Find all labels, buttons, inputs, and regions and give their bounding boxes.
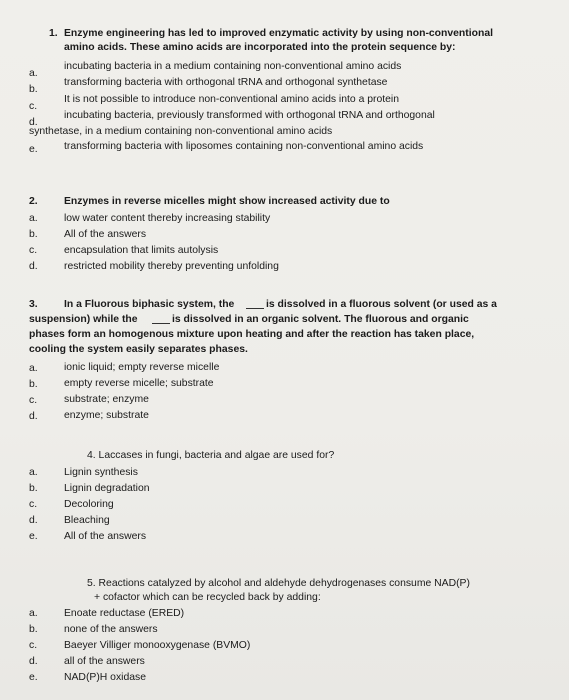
q3-option-a-label: a.: [29, 363, 38, 374]
q4-option-e-text: All of the answers: [64, 531, 147, 542]
q1-option-a-label: a.: [29, 68, 38, 79]
q5-option-a-label: a.: [29, 608, 38, 619]
q2-option-b-text: All of the answers: [64, 229, 147, 240]
q4-option-b-text: Lignin degradation: [64, 483, 150, 494]
q4-option-e-label: e.: [29, 531, 38, 542]
q5-stem-line-1: 5. Reactions catalyzed by alcohol and aldehyde dehydrogenases consume NAD(P): [87, 578, 470, 589]
q4-option-a-label: a.: [29, 467, 38, 478]
q2-option-a-label: a.: [29, 213, 38, 224]
q1-stem-line-2: amino acids. These amino acids are incorporated into the protein sequence by:: [64, 42, 456, 53]
q2-option-d-label: d.: [29, 261, 38, 272]
q1-option-b-label: b.: [29, 84, 38, 95]
q5-option-b-text: none of the answers: [64, 624, 158, 635]
q4-option-b-label: b.: [29, 483, 38, 494]
q3-option-b-text: empty reverse micelle; substrate: [64, 378, 214, 389]
q1-option-c-text: It is not possible to introduce non-conventional amino acids into a protein: [64, 94, 400, 105]
q2-stem: Enzymes in reverse micelles might show increased activity due to: [64, 196, 390, 207]
q3-stem-part-2b: is dissolved in an organic solvent. The fluorous and organic: [172, 314, 469, 325]
q5-option-d-text: all of the answers: [64, 656, 145, 667]
q3-stem-part-1a: In a Fluorous biphasic system, the: [64, 299, 235, 310]
q5-option-c-label: c.: [29, 640, 38, 651]
q3-option-d-text: enzyme; substrate: [64, 410, 149, 421]
q5-option-b-label: b.: [29, 624, 38, 635]
q1-option-d-continuation: synthetase, in a medium containing non-conventional amino acids: [29, 126, 333, 137]
q5-option-a-text: Enoate reductase (ERED): [64, 608, 185, 619]
q4-option-d-label: d.: [29, 515, 38, 526]
q2-option-c-text: encapsulation that limits autolysis: [64, 245, 219, 256]
q3-first-blank: [246, 308, 264, 309]
q3-stem-line-3: phases form an homogenous mixture upon heating and after the reaction has taken place,: [29, 329, 475, 340]
q1-number: 1.: [49, 28, 58, 39]
q2-option-d-text: restricted mobility thereby preventing unfolding: [64, 261, 279, 272]
q1-option-e-label: e.: [29, 144, 38, 155]
q3-option-c-label: c.: [29, 395, 38, 406]
q3-option-d-label: d.: [29, 411, 38, 422]
q5-option-d-label: d.: [29, 656, 38, 667]
q1-option-d-text: incubating bacteria, previously transformed with orthogonal tRNA and orthogonal: [64, 110, 435, 121]
q5-option-e-label: e.: [29, 672, 38, 683]
q4-option-d-text: Bleaching: [64, 515, 110, 526]
q3-option-c-text: substrate; enzyme: [64, 394, 149, 405]
q5-option-c-text: Baeyer Villiger monooxygenase (BVMO): [64, 640, 251, 651]
q4-stem: 4. Laccases in fungi, bacteria and algae are used for?: [87, 450, 335, 461]
q5-stem-line-2: + cofactor which can be recycled back by adding:: [94, 592, 321, 603]
q3-stem-part-2a: suspension) while the: [29, 314, 138, 325]
q2-number: 2.: [29, 196, 38, 207]
q1-option-d-label: d.: [29, 117, 38, 128]
q1-stem-line-1: Enzyme engineering has led to improved enzymatic activity by using non-conventional: [64, 28, 493, 39]
q4-option-c-label: c.: [29, 499, 38, 510]
q3-option-b-label: b.: [29, 379, 38, 390]
q3-stem-line-4: cooling the system easily separates phases.: [29, 344, 248, 355]
q4-option-a-text: Lignin synthesis: [64, 467, 138, 478]
q1-option-a-text: incubating bacteria in a medium containing non-conventional amino acids: [64, 61, 402, 72]
q3-option-a-text: ionic liquid; empty reverse micelle: [64, 362, 220, 373]
q3-stem-part-1b: is dissolved in a fluorous solvent (or used as a: [266, 299, 497, 310]
q1-option-b-text: transforming bacteria with orthogonal tRNA and orthogonal synthetase: [64, 77, 388, 88]
q1-option-c-label: c.: [29, 101, 38, 112]
q1-option-e-text: transforming bacteria with liposomes containing non-conventional amino acids: [64, 141, 424, 152]
q3-second-blank: [152, 323, 170, 324]
q5-option-e-text: NAD(P)H oxidase: [64, 672, 146, 683]
q4-option-c-text: Decoloring: [64, 499, 114, 510]
q2-option-a-text: low water content thereby increasing stability: [64, 213, 271, 224]
q2-option-c-label: c.: [29, 245, 38, 256]
q2-option-b-label: b.: [29, 229, 38, 240]
q3-number: 3.: [29, 299, 38, 310]
